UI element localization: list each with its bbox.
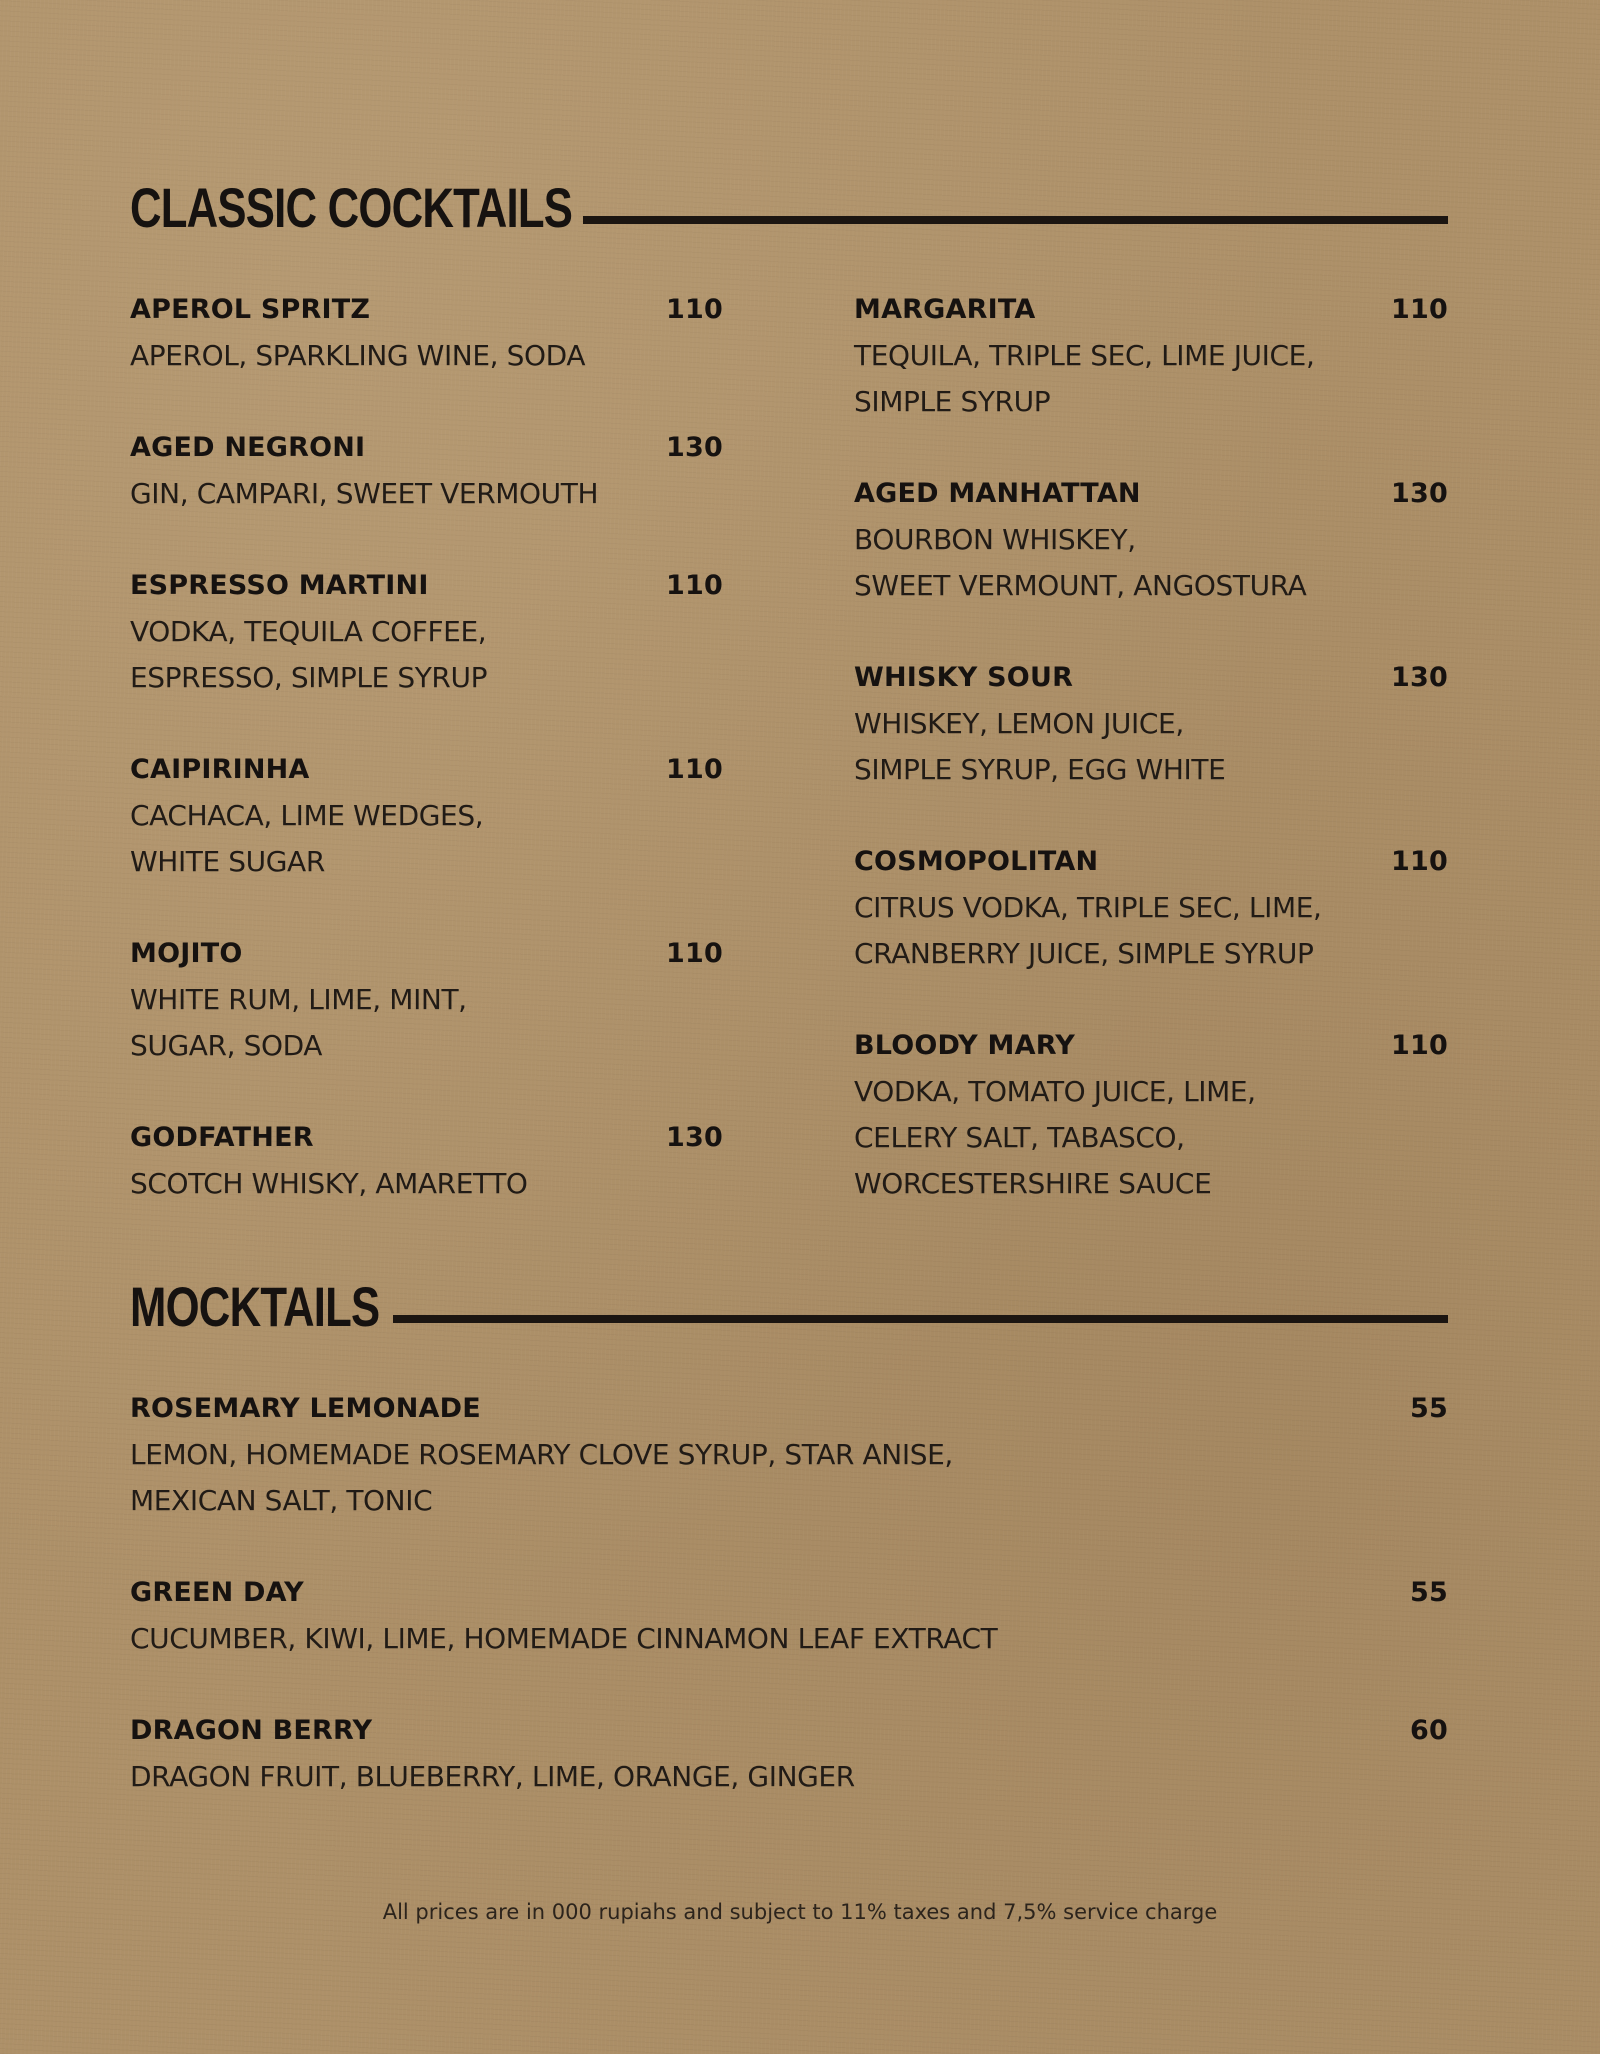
item-description: [130, 793, 723, 885]
description-line: BOURBON WHISKEY,: [854, 523, 1136, 556]
menu-item: [130, 425, 723, 517]
item-description: [130, 471, 723, 517]
description-line: ESPRESSO, SIMPLE SYRUP: [130, 661, 488, 694]
item-name: MARGARITA: [854, 294, 1036, 325]
section-header-classic-cocktails: [130, 178, 1448, 238]
item-name: CAIPIRINHA: [130, 754, 310, 785]
description-line: VODKA, TOMATO JUICE, LIME,: [854, 1075, 1256, 1108]
menu-item: [854, 1023, 1448, 1207]
item-description: [130, 609, 723, 701]
item-price: 110: [1391, 846, 1448, 877]
item-price: 110: [1391, 1030, 1448, 1061]
description-line: CITRUS VODKA, TRIPLE SEC, LIME,: [854, 891, 1322, 924]
description-line: VODKA, TEQUILA COFFEE,: [130, 615, 487, 648]
item-name: ROSEMARY LEMONADE: [130, 1393, 481, 1424]
item-price: 110: [666, 294, 723, 325]
item-description: [854, 885, 1448, 977]
item-price: 110: [1391, 294, 1448, 325]
item-name: BLOODY MARY: [854, 1030, 1075, 1061]
item-price: 110: [666, 570, 723, 601]
item-description: [130, 977, 723, 1069]
price-footnote: All prices are in 000 rupiahs and subject to 11% taxes and 7,5% service charge: [382, 1900, 1218, 1924]
menu-item: [130, 1708, 1448, 1800]
description-line: WHITE SUGAR: [130, 845, 325, 878]
item-description: [854, 1069, 1448, 1207]
menu-item: [130, 931, 723, 1069]
menu-column-left: [130, 287, 723, 1253]
menu-item: [130, 1115, 723, 1207]
description-line: SIMPLE SYRUP: [854, 385, 1051, 418]
item-description: [130, 333, 723, 379]
menu-item: [854, 839, 1448, 977]
description-line: CRANBERRY JUICE, SIMPLE SYRUP: [854, 937, 1314, 970]
menu-item: [130, 747, 723, 885]
description-line: CUCUMBER, KIWI, LIME, HOMEMADE CINNAMON LEAF EXTRACT: [130, 1622, 998, 1655]
menu-item: [130, 1570, 1448, 1662]
item-description: [130, 1616, 1448, 1662]
menu-item: [854, 287, 1448, 425]
item-price: 130: [1391, 662, 1448, 693]
item-name: APEROL SPRITZ: [130, 294, 371, 325]
item-name: AGED NEGRONI: [130, 432, 366, 463]
item-name: MOJITO: [130, 938, 243, 969]
menu-item: [854, 471, 1448, 609]
section-divider: [393, 1315, 1448, 1323]
item-price: 130: [666, 432, 723, 463]
description-line: TEQUILA, TRIPLE SEC, LIME JUICE,: [854, 339, 1315, 372]
section-title: CLASSIC COCKTAILS: [130, 176, 573, 239]
item-name: WHISKY SOUR: [854, 662, 1074, 693]
item-price: 55: [1410, 1393, 1448, 1424]
item-name: DRAGON BERRY: [130, 1715, 373, 1746]
description-line: LEMON, HOMEMADE ROSEMARY CLOVE SYRUP, STAR ANISE,: [130, 1438, 953, 1471]
menu-column-full: [130, 1386, 1448, 1846]
section-title: MOCKTAILS: [130, 1275, 380, 1338]
item-description: [854, 701, 1448, 793]
description-line: DRAGON FRUIT, BLUEBERRY, LIME, ORANGE, GINGER: [130, 1760, 855, 1793]
item-name: ESPRESSO MARTINI: [130, 570, 429, 601]
item-description: [854, 517, 1448, 609]
section-header-mocktails: [130, 1277, 1448, 1337]
item-name: COSMOPOLITAN: [854, 846, 1099, 877]
menu-column-right: [854, 287, 1448, 1253]
item-price: 130: [1391, 478, 1448, 509]
item-description: [854, 333, 1448, 425]
item-price: 55: [1410, 1577, 1448, 1608]
description-line: APEROL, SPARKLING WINE, SODA: [130, 339, 586, 372]
item-description: [130, 1161, 723, 1207]
description-line: MEXICAN SALT, TONIC: [130, 1484, 433, 1517]
menu-item: [130, 563, 723, 701]
description-line: WHISKEY, LEMON JUICE,: [854, 707, 1184, 740]
item-name: GREEN DAY: [130, 1577, 304, 1608]
item-price: 60: [1410, 1715, 1448, 1746]
item-price: 130: [666, 1122, 723, 1153]
item-name: GODFATHER: [130, 1122, 314, 1153]
description-line: GIN, CAMPARI, SWEET VERMOUTH: [130, 477, 599, 510]
menu-item: [854, 655, 1448, 793]
item-price: 110: [666, 938, 723, 969]
item-description: [130, 1432, 1448, 1524]
item-name: AGED MANHATTAN: [854, 478, 1141, 509]
menu-item: [130, 287, 723, 379]
section-divider: [583, 216, 1448, 224]
description-line: SIMPLE SYRUP, EGG WHITE: [854, 753, 1226, 786]
item-description: [130, 1754, 1448, 1800]
description-line: SCOTCH WHISKY, AMARETTO: [130, 1167, 528, 1200]
description-line: SUGAR, SODA: [130, 1029, 323, 1062]
description-line: WORCESTERSHIRE SAUCE: [854, 1167, 1212, 1200]
description-line: WHITE RUM, LIME, MINT,: [130, 983, 467, 1016]
description-line: CELERY SALT, TABASCO,: [854, 1121, 1185, 1154]
item-price: 110: [666, 754, 723, 785]
menu-item: [130, 1386, 1448, 1524]
description-line: CACHACA, LIME WEDGES,: [130, 799, 484, 832]
description-line: SWEET VERMOUNT, ANGOSTURA: [854, 569, 1307, 602]
